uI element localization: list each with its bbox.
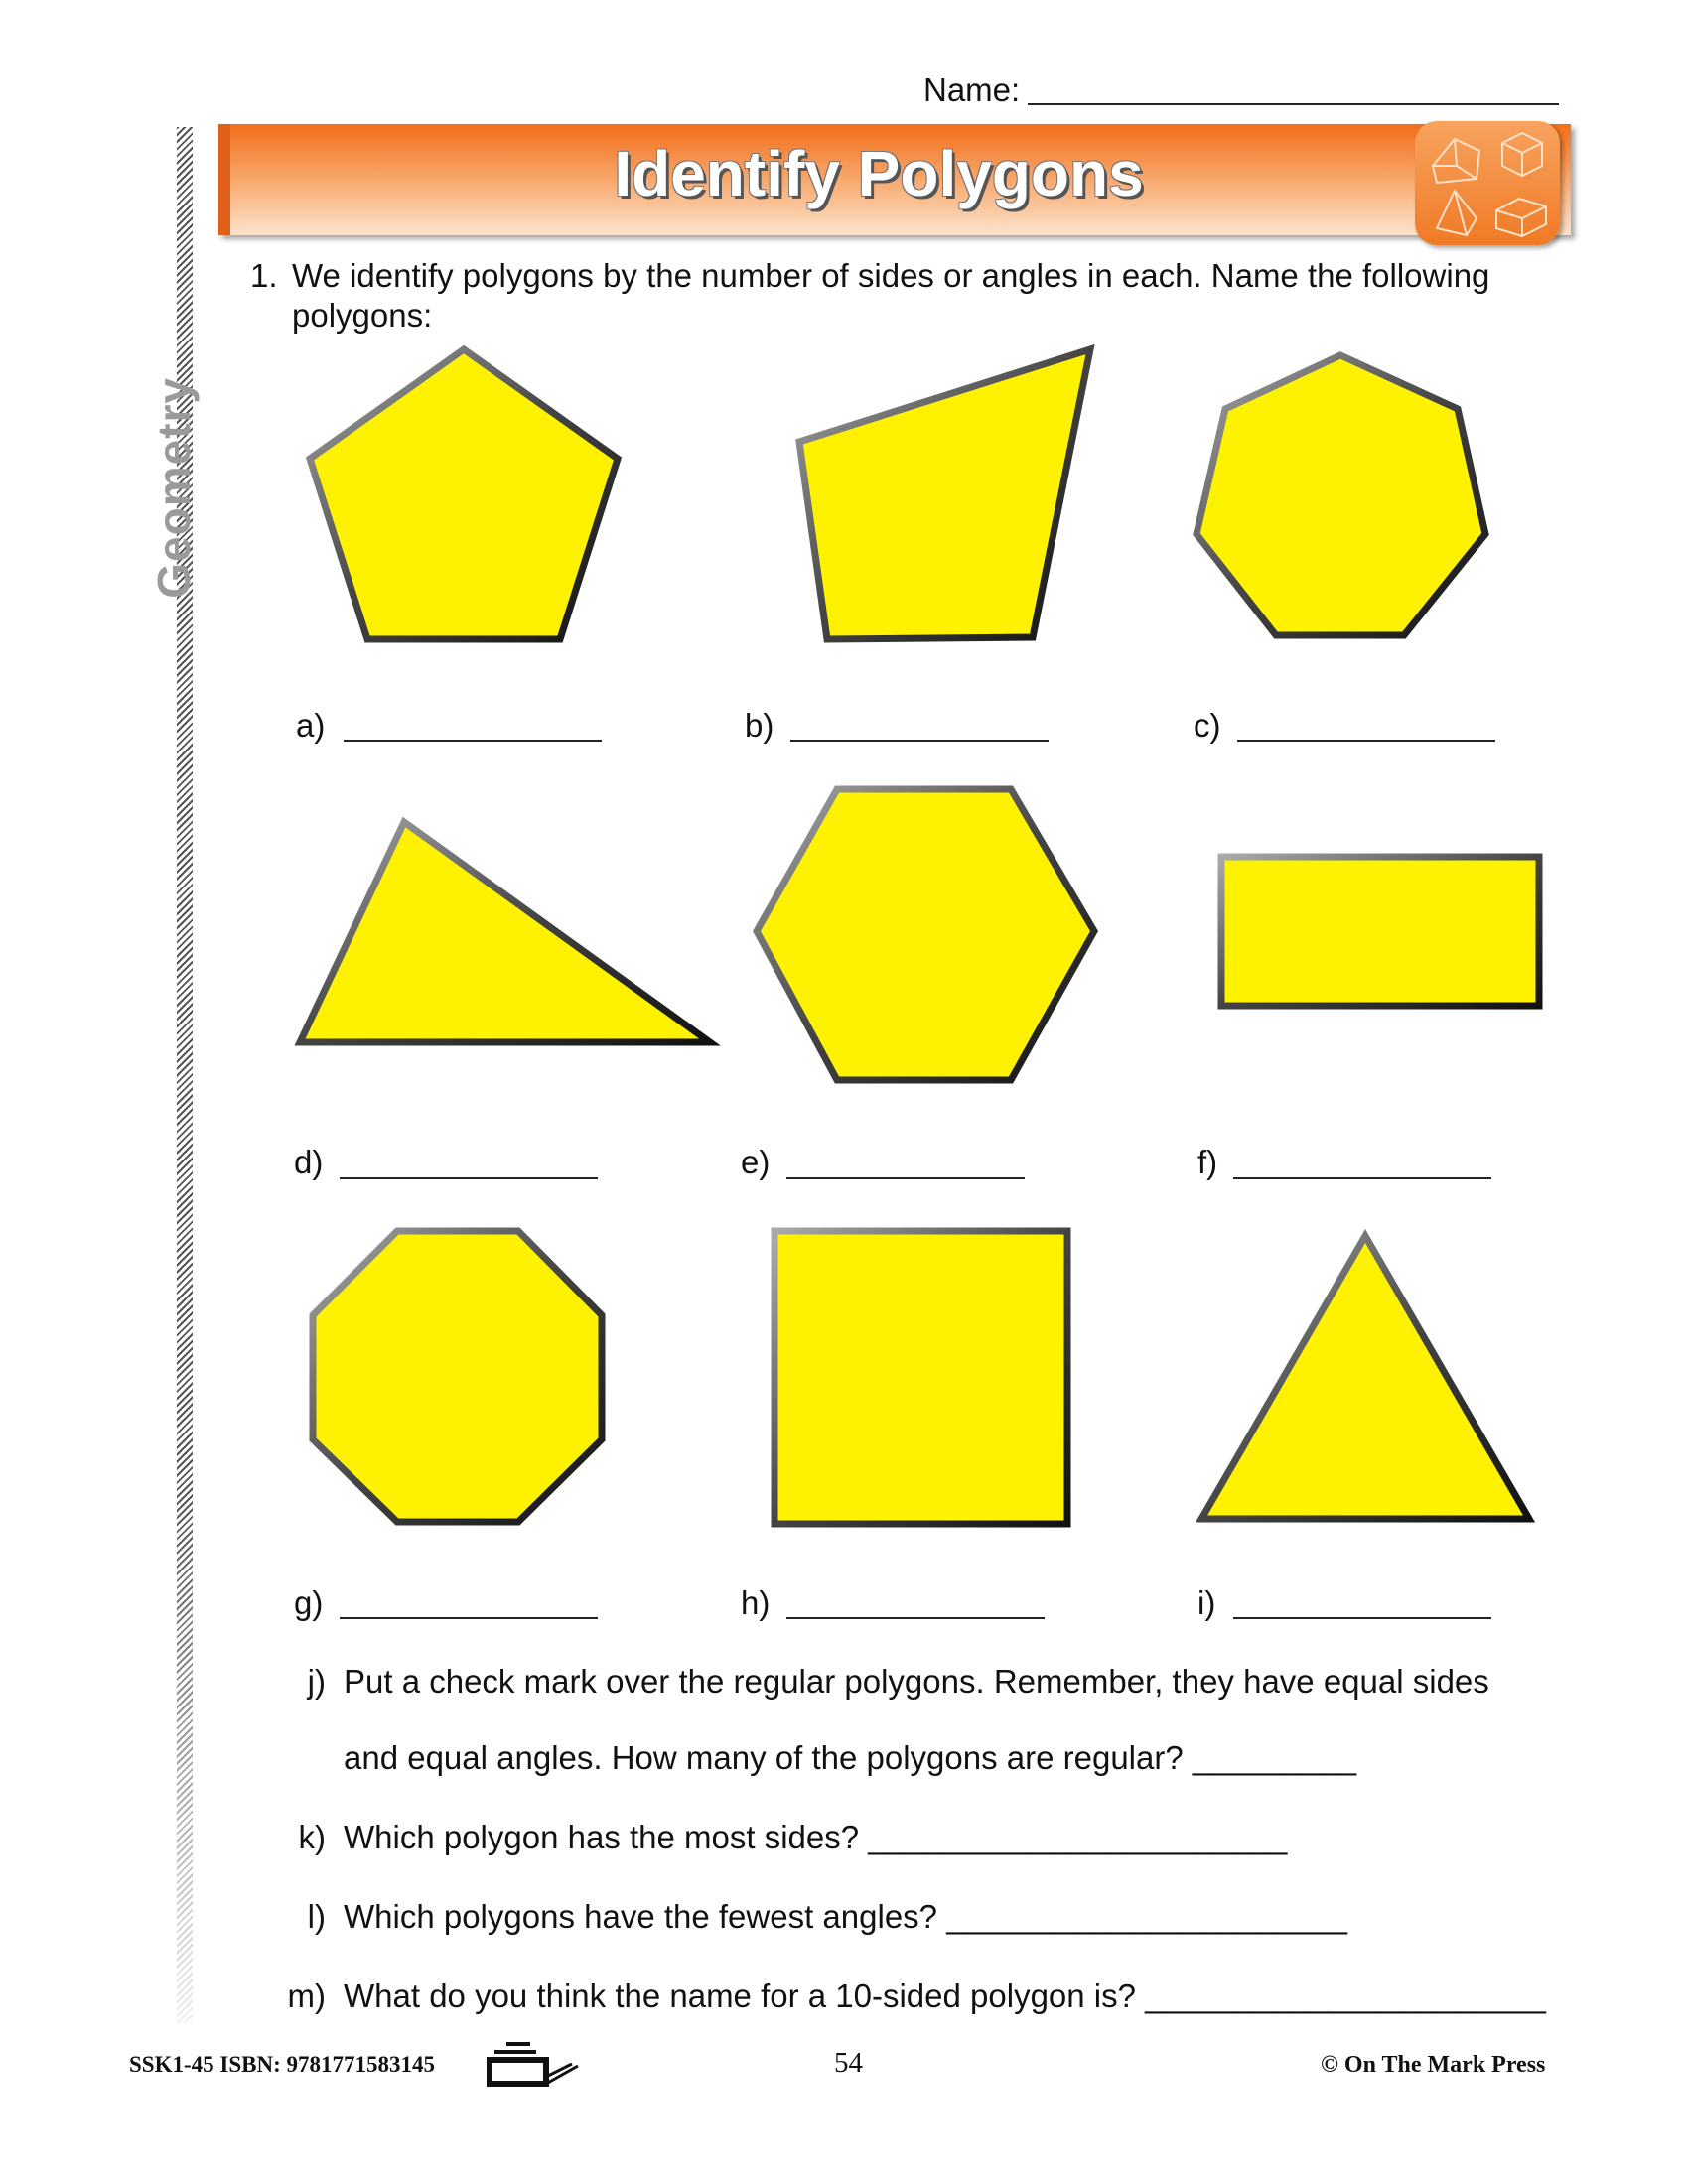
page-title: Identify Polygons — [614, 138, 1144, 209]
answer-label-a: a) — [296, 707, 326, 744]
triangle-right-shape — [300, 822, 710, 1042]
question-label-m: m) — [287, 1978, 326, 2014]
answer-line-e[interactable] — [786, 1177, 1025, 1179]
question-text-j: Put a check mark over the regular polygons. Remember, they have equal sides — [344, 1663, 1489, 1700]
square-shape — [774, 1231, 1067, 1524]
answer-label-h: h) — [741, 1584, 771, 1621]
answer-line-d[interactable] — [340, 1177, 598, 1179]
footer-isbn: SSK1-45 ISBN: 9781771583145 — [129, 2052, 435, 2077]
answer-line-a[interactable] — [344, 740, 602, 742]
question-text-k: Which polygon has the most sides? _______________________ — [344, 1819, 1288, 1855]
subject-label: Geometry — [148, 377, 200, 599]
answer-line-f[interactable] — [1233, 1177, 1491, 1179]
answer-label-b: b) — [745, 707, 774, 744]
question-label-j: j) — [307, 1663, 326, 1700]
answer-label-e: e) — [741, 1144, 771, 1180]
answer-line-i[interactable] — [1233, 1617, 1491, 1619]
question-label-k: k) — [298, 1819, 326, 1855]
question-label-l: l) — [307, 1898, 326, 1935]
question-number: 1. — [250, 257, 278, 294]
answer-label-i: i) — [1197, 1584, 1216, 1621]
answer-line-b[interactable] — [790, 740, 1049, 742]
octagon-shape — [313, 1231, 602, 1522]
question-text: We identify polygons by the number of sides or angles in each. Name the following polygons: — [292, 257, 1490, 334]
triangle-equilateral-shape — [1201, 1236, 1529, 1519]
question-text-m: What do you think the name for a 10-sided polygon is? ______________________ — [344, 1978, 1546, 2014]
name-label: Name: — [923, 71, 1021, 108]
rectangle-shape — [1221, 857, 1539, 1006]
pentagon-shape — [310, 349, 618, 639]
answer-label-d: d) — [294, 1144, 324, 1180]
question-text-j-cont: and equal angles. How many of the polygons are regular? _________ — [344, 1739, 1357, 1776]
answer-line-c[interactable] — [1237, 740, 1495, 742]
hexagon-shape — [757, 789, 1094, 1080]
answer-line-g[interactable] — [340, 1617, 598, 1619]
page-number: 54 — [834, 2047, 863, 2079]
heptagon-shape — [1196, 355, 1485, 635]
answer-label-f: f) — [1197, 1144, 1218, 1180]
question-text-l: Which polygons have the fewest angles? ______________________ — [344, 1898, 1347, 1935]
copyright: © On The Mark Press — [1321, 2052, 1546, 2078]
answer-label-c: c) — [1194, 707, 1221, 744]
quadrilateral-shape — [799, 349, 1090, 639]
publisher-logo-icon — [487, 2040, 582, 2090]
answer-label-g: g) — [294, 1584, 324, 1621]
answer-line-h[interactable] — [786, 1617, 1045, 1619]
